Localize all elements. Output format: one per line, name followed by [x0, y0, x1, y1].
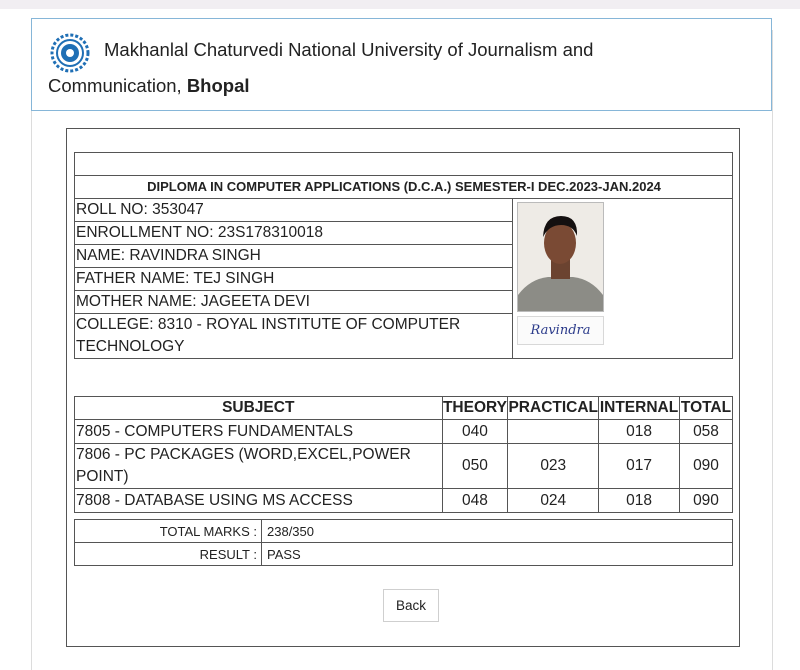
theory-marks: 040: [442, 420, 508, 444]
university-header: [31, 18, 772, 111]
internal-marks: 018: [599, 420, 680, 444]
theory-marks: 050: [442, 444, 508, 489]
roll-no: ROLL NO: 353047: [75, 199, 513, 222]
total-marks: 090: [680, 489, 733, 513]
result-value: PASS: [262, 543, 733, 566]
father-name: FATHER NAME: TEJ SINGH: [75, 268, 513, 291]
total-marks: 090: [680, 444, 733, 489]
header-internal: INTERNAL: [599, 397, 680, 420]
mother-name: MOTHER NAME: JAGEETA DEVI: [75, 291, 513, 314]
subject-name: 7805 - COMPUTERS FUNDAMENTALS: [75, 420, 443, 444]
total-marks-value: 238/350: [262, 520, 733, 543]
university-name-line1: Makhanlal Chaturvedi National University of Journalism and: [104, 39, 594, 60]
student-info-table: [74, 152, 733, 359]
subjects-table: [74, 396, 733, 513]
photo-cell: [513, 199, 733, 359]
table-row: [75, 420, 733, 444]
university-city: Bhopal: [186, 75, 250, 96]
theory-marks: 048: [442, 489, 508, 513]
enrollment-no: ENROLLMENT NO: 23S178310018: [75, 222, 513, 245]
table-row: [75, 489, 733, 513]
blank-row: [75, 153, 733, 176]
header-subject: SUBJECT: [75, 397, 443, 420]
table-row: [75, 444, 733, 489]
result-label: RESULT :: [75, 543, 262, 566]
student-name: NAME: RAVINDRA SINGH: [75, 245, 513, 268]
practical-marks: 023: [508, 444, 599, 489]
subject-name: 7806 - PC PACKAGES (WORD,EXCEL,POWER POINT): [75, 444, 443, 489]
total-marks: 058: [680, 420, 733, 444]
student-signature: Ravindra: [517, 316, 604, 345]
university-name-line2: [48, 75, 250, 97]
university-logo-icon: [50, 33, 90, 73]
practical-marks: [508, 420, 599, 444]
header-practical: PRACTICAL: [508, 397, 599, 420]
summary-table: [74, 519, 733, 566]
header-total: TOTAL: [680, 397, 733, 420]
back-button[interactable]: Back: [383, 589, 439, 622]
total-marks-label: TOTAL MARKS :: [75, 520, 262, 543]
internal-marks: 017: [599, 444, 680, 489]
marksheet-card: [66, 128, 740, 647]
subject-name: 7808 - DATABASE USING MS ACCESS: [75, 489, 443, 513]
university-name-prefix: Communication,: [48, 75, 187, 96]
college: COLLEGE: 8310 - ROYAL INSTITUTE OF COMPUTER TECHNOLOGY: [75, 314, 513, 359]
student-photo: [517, 202, 604, 312]
internal-marks: 018: [599, 489, 680, 513]
header-theory: THEORY: [442, 397, 508, 420]
top-bar: [0, 0, 800, 9]
practical-marks: 024: [508, 489, 599, 513]
exam-title: DIPLOMA IN COMPUTER APPLICATIONS (D.C.A.) SEMESTER-I DEC.2023-JAN.2024: [75, 176, 733, 199]
